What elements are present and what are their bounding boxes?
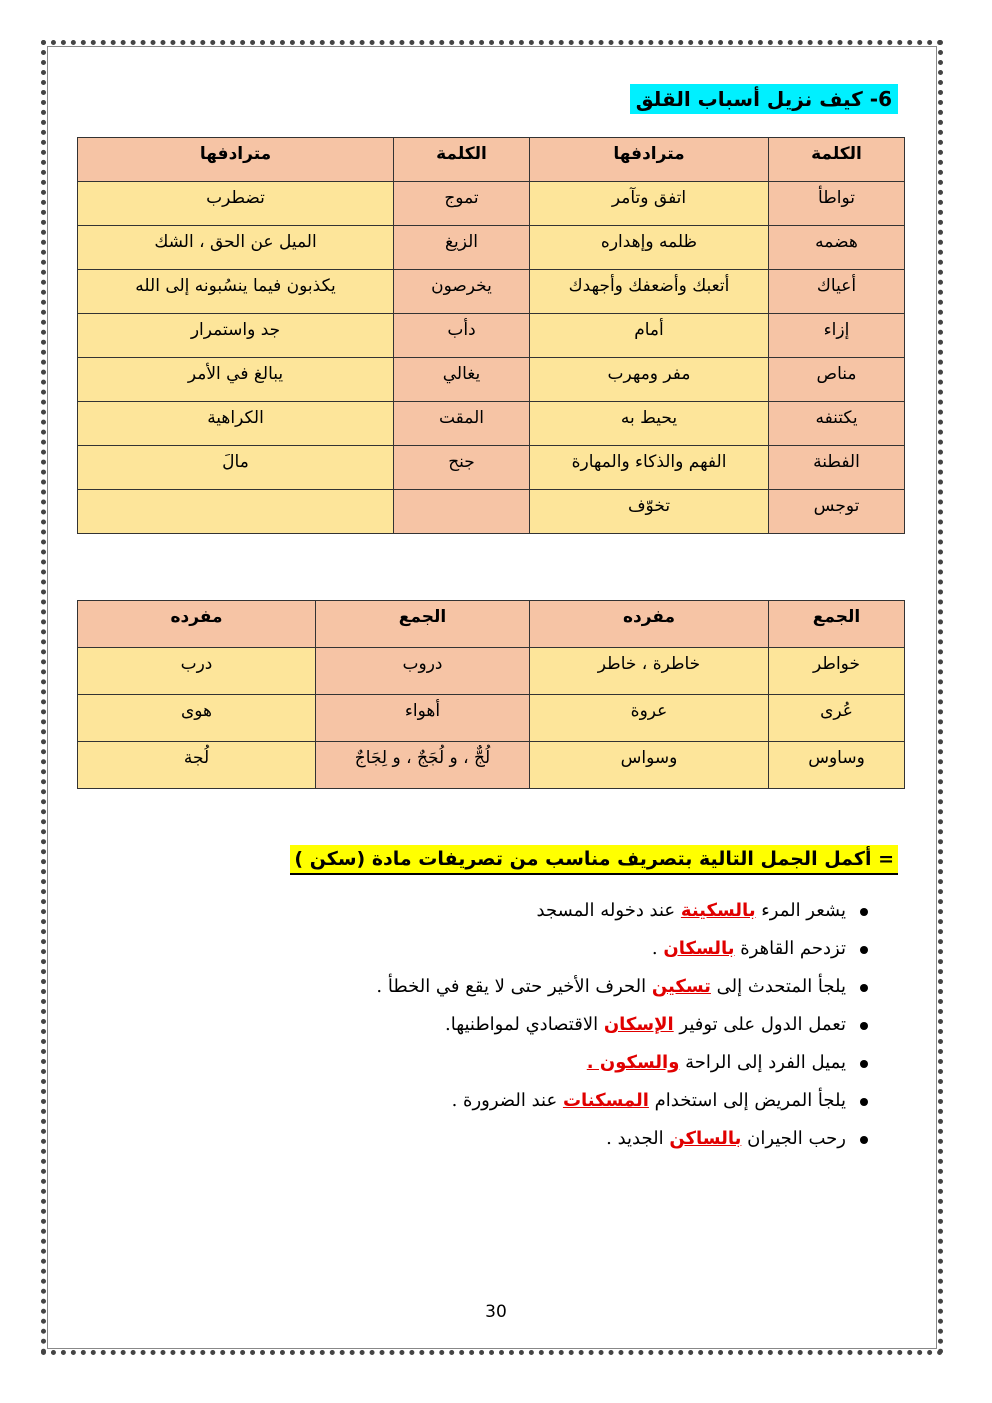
- header-word-1: الكلمة: [769, 138, 905, 182]
- bullet-icon: [860, 1060, 868, 1068]
- bullet-icon: [860, 908, 868, 916]
- singular-cell: درب: [78, 648, 316, 695]
- list-item: [168, 968, 868, 1006]
- bullet-icon: [860, 1098, 868, 1106]
- word-cell: تواطأ: [769, 182, 905, 226]
- synonym-cell: [78, 490, 394, 534]
- word-cell: تموج: [394, 182, 530, 226]
- sentence-before: تعمل الدول على توفير: [673, 1014, 846, 1035]
- answer-word: تسكين: [651, 976, 711, 997]
- synonym-cell: ظلمه وإهداره: [530, 226, 769, 270]
- table-row: [78, 695, 905, 742]
- word-cell: هضمه: [769, 226, 905, 270]
- plural-cell: وساوس: [769, 742, 905, 789]
- list-item: [168, 1044, 868, 1082]
- answer-word: المسكنات: [562, 1090, 649, 1111]
- sentence-after: عند دخوله المسجد: [536, 900, 681, 921]
- synonym-cell: يبالغ في الأمر: [78, 358, 394, 402]
- list-item: [168, 1120, 868, 1158]
- synonym-cell: مالَ: [78, 446, 394, 490]
- word-cell: [394, 490, 530, 534]
- table-row: [78, 270, 905, 314]
- header-synonym-1: مترادفها: [530, 138, 769, 182]
- vocab-header-row: [78, 138, 905, 182]
- list-item: [168, 892, 868, 930]
- table-row: [78, 182, 905, 226]
- sentence-after: الجديد .: [606, 1128, 670, 1149]
- table-row: [78, 648, 905, 695]
- sentence-before: رحب الجيران: [741, 1128, 846, 1149]
- header-singular-2: مفرده: [78, 601, 316, 648]
- word-cell: أعياك: [769, 270, 905, 314]
- word-cell: يغالي: [394, 358, 530, 402]
- header-plural-2: الجمع: [316, 601, 530, 648]
- word-cell: الفطنة: [769, 446, 905, 490]
- word-cell: يكتنفه: [769, 402, 905, 446]
- plural-cell: خواطر: [769, 648, 905, 695]
- list-item: [168, 930, 868, 968]
- synonym-cell: تضطرب: [78, 182, 394, 226]
- table-row: [78, 314, 905, 358]
- singular-cell: عروة: [530, 695, 769, 742]
- sentence-after: .: [651, 938, 664, 959]
- sentence-before: يلجأ المريض إلى استخدام: [648, 1090, 846, 1111]
- header-synonym-2: مترادفها: [78, 138, 394, 182]
- header-singular-1: مفرده: [530, 601, 769, 648]
- synonym-cell: الفهم والذكاء والمهارة: [530, 446, 769, 490]
- plural-cell: أهواء: [316, 695, 530, 742]
- sentence-list: [168, 892, 868, 1158]
- table-row: [78, 446, 905, 490]
- synonym-cell: تخوّف: [530, 490, 769, 534]
- page-number: 30: [485, 1302, 507, 1322]
- word-cell: الزيغ: [394, 226, 530, 270]
- table-row: [78, 226, 905, 270]
- plural-cell: لُجٌّ ، و لُجَجٌ ، و لِجَاجٌ: [316, 742, 530, 789]
- plural-cell: عُرى: [769, 695, 905, 742]
- singular-cell: هوى: [78, 695, 316, 742]
- synonym-cell: أتعبك وأضعفك وأجهدك: [530, 270, 769, 314]
- word-cell: يخرصون: [394, 270, 530, 314]
- section-heading: 6- كيف نزيل أسباب القلق: [630, 84, 898, 114]
- sentence-after: عند الضرورة .: [451, 1090, 563, 1111]
- sentence-before: يلجأ المتحدث إلى: [710, 976, 846, 997]
- table-row: [78, 402, 905, 446]
- synonym-cell: جد واستمرار: [78, 314, 394, 358]
- word-cell: مناص: [769, 358, 905, 402]
- answer-word: بالساكن: [669, 1128, 742, 1149]
- plural-singular-table: [77, 600, 905, 789]
- answer-word: بالسكان: [663, 938, 735, 959]
- answer-word: والسكون .: [586, 1052, 680, 1073]
- synonym-cell: يكذبون فيما ينسُبونه إلى الله: [78, 270, 394, 314]
- bullet-icon: [860, 1136, 868, 1144]
- singular-cell: خاطرة ، خاطر: [530, 648, 769, 695]
- list-item: [168, 1082, 868, 1120]
- answer-word: الإسكان: [603, 1014, 674, 1035]
- vocabulary-table: [77, 137, 905, 534]
- word-cell: المقت: [394, 402, 530, 446]
- header-word-2: الكلمة: [394, 138, 530, 182]
- singular-cell: وسواس: [530, 742, 769, 789]
- bullet-icon: [860, 1022, 868, 1030]
- synonym-cell: الميل عن الحق ، الشك: [78, 226, 394, 270]
- sentence-after: الحرف الأخير حتى لا يقع في الخطأ .: [376, 976, 652, 997]
- word-cell: إزاء: [769, 314, 905, 358]
- word-cell: جنح: [394, 446, 530, 490]
- table-row: [78, 358, 905, 402]
- synonym-cell: الكراهية: [78, 402, 394, 446]
- singular-cell: لُجة: [78, 742, 316, 789]
- bullet-icon: [860, 984, 868, 992]
- list-item: [168, 1006, 868, 1044]
- exercise-title: = أكمل الجمل التالية بتصريف مناسب من تصريفات مادة (سكن ): [290, 845, 898, 875]
- answer-word: بالسكينة: [680, 900, 756, 921]
- synonym-cell: يحيط به: [530, 402, 769, 446]
- synonym-cell: اتفق وتآمر: [530, 182, 769, 226]
- plural-cell: دروب: [316, 648, 530, 695]
- table-row: [78, 490, 905, 534]
- word-cell: توجس: [769, 490, 905, 534]
- word-cell: دأب: [394, 314, 530, 358]
- synonym-cell: مفر ومهرب: [530, 358, 769, 402]
- sentence-after: الاقتصادي لمواطنيها.: [444, 1014, 604, 1035]
- sentence-before: يميل الفرد إلى الراحة: [679, 1052, 846, 1073]
- sentence-before: تزدحم القاهرة: [734, 938, 846, 959]
- bullet-icon: [860, 946, 868, 954]
- synonym-cell: أمام: [530, 314, 769, 358]
- header-plural-1: الجمع: [769, 601, 905, 648]
- plural-header-row: [78, 601, 905, 648]
- table-row: [78, 742, 905, 789]
- sentence-before: يشعر المرء: [755, 900, 846, 921]
